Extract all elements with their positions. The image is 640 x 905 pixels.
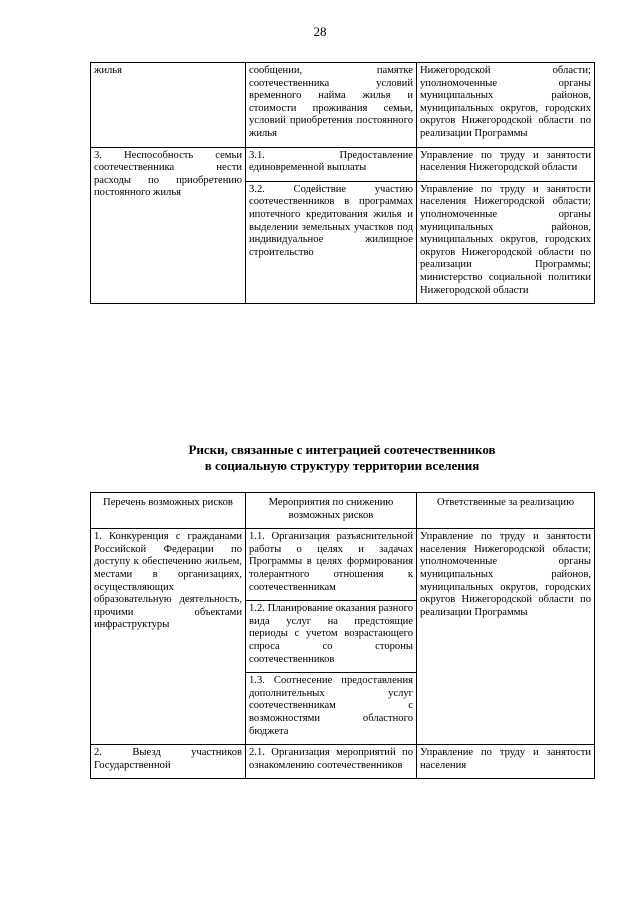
- integration-risk-table: [90, 492, 595, 779]
- column-header: Перечень возможных рисков: [91, 493, 246, 529]
- measure-cell: 3.2. Содействие участию соотечественников в программах ипотечного кредитования жилья и выделении земельных участков под индивидуальное жилищное строительство: [246, 181, 417, 303]
- measure-cell: 2.1. Организация мероприятий по ознакомлению соотечественников: [246, 745, 417, 779]
- section-heading-line2: в социальную структуру территории вселения: [204, 458, 480, 473]
- responsible-cell: Управление по труду и занятости населения: [417, 745, 595, 779]
- column-header: Мероприятия по снижению возможных рисков: [246, 493, 417, 529]
- page-number: 28: [313, 24, 327, 39]
- risk-cell: жилья: [91, 63, 246, 148]
- measure-cell: 1.1. Организация разъяснительной работы о целях и задачах Программы в целях формирования толерантного отношения к соотечественникам: [246, 529, 417, 601]
- table-header-row: [91, 493, 595, 529]
- table-row: [91, 745, 595, 779]
- risk-table-continued: [90, 62, 595, 304]
- table-row: [91, 529, 595, 601]
- section-heading: [90, 442, 594, 474]
- risk-cell: 3. Неспособность семьи соотечественника нести расходы по приобретению постоянного жилья: [91, 147, 246, 304]
- column-header: Ответственные за реализацию: [417, 493, 595, 529]
- measure-cell: 1.2. Планирование оказания разного вида услуг на предстоящие периоды с учетом возрастающего спроса со стороны соотечественников: [246, 601, 417, 673]
- section-heading-line1: Риски, связанные с интеграцией соотечественников: [188, 442, 496, 457]
- responsible-cell: Управление по труду и занятости населения Нижегородской области; уполномоченные органы муниципальных районов, муниципальных округов, городских округов Нижегородской области по реализации Программы; министерство социальной политики Нижегородской области: [417, 181, 595, 303]
- responsible-cell: Нижегородской области; уполномоченные органы муниципальных районов, муниципальных округов, городских округов Нижегородской области по реализации Программы: [417, 63, 595, 148]
- responsible-cell: Управление по труду и занятости населения Нижегородской области: [417, 147, 595, 181]
- table-row: [91, 63, 595, 148]
- measure-cell: 3.1. Предоставление единовременной выплаты: [246, 147, 417, 181]
- measure-cell: 1.3. Соотнесение предоставления дополнительных услуг соотечественникам с возможностями областного бюджета: [246, 673, 417, 745]
- table-row: [91, 147, 595, 181]
- risk-cell: 1. Конкуренция с гражданами Российской Федерации по доступу к обеспечению жильем, местами в организациях, осуществляющих образовательную деятельность, прочими объектами инфраструктуры: [91, 529, 246, 745]
- risk-cell: 2. Выезд участников Государственной: [91, 745, 246, 779]
- responsible-cell: Управление по труду и занятости населения Нижегородской области; уполномоченные органы муниципальных районов, муниципальных округов, городских округов Нижегородской области по реализации Программы: [417, 529, 595, 745]
- measure-cell: сообщении, памятке соотечественника условий временного найма жилья и стоимости проживания семьи, условий приобретения постоянного жилья: [246, 63, 417, 148]
